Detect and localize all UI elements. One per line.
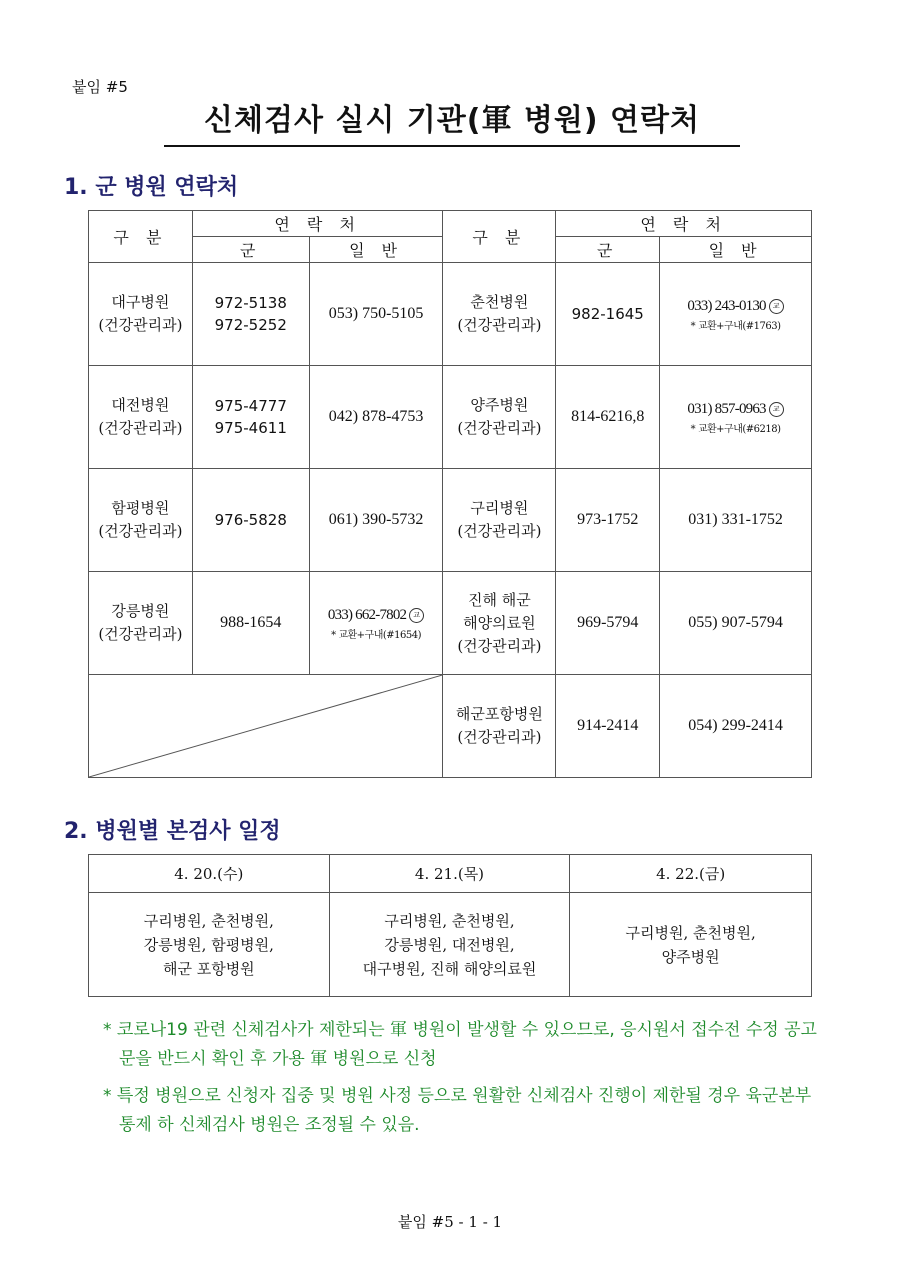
schedule-date: 4. 20.(수) <box>89 855 330 893</box>
header-division: 구 분 <box>443 211 556 263</box>
military-number-cell: 982-1645 <box>556 263 660 366</box>
schedule-hospitals: 구리병원, 춘천병원, 강릉병원, 함평병원, 해군 포항병원 <box>89 893 330 997</box>
general-number-cell: 031) 857-0963 교 * 교환+구내(#6218) <box>660 366 812 469</box>
general-number-cell: 061) 390-5732 <box>309 469 443 572</box>
schedule-date: 4. 22.(금) <box>570 855 812 893</box>
note-item: * 특정 병원으로 신청자 집중 및 병원 사정 등으로 원활한 신체검사 진행이 제한될 경우 육군본부 통제 하 신체검사 병원은 조정될 수 있음. <box>103 1086 812 1135</box>
attachment-label: 붙임 #5 <box>72 78 128 96</box>
schedule-hospitals: 구리병원, 춘천병원, 양주병원 <box>570 893 812 997</box>
header-general: 일 반 <box>660 237 812 263</box>
hospital-name-cell: 대전병원 (건강관리과) <box>89 366 193 469</box>
schedule-hospitals: 구리병원, 춘천병원, 강릉병원, 대전병원, 대구병원, 진해 해양의료원 <box>329 893 570 997</box>
military-number-cell: 988-1654 <box>192 572 309 675</box>
general-number-cell: 053) 750-5105 <box>309 263 443 366</box>
hospital-name-cell: 진해 해군 해양의료원 (건강관리과) <box>443 572 556 675</box>
general-number-cell: 054) 299-2414 <box>660 675 812 778</box>
hospital-contacts-table <box>88 210 812 778</box>
hospital-name-cell: 양주병원 (건강관리과) <box>443 366 556 469</box>
table-row <box>89 675 812 778</box>
exchange-icon: 교 <box>769 299 784 314</box>
hospital-name-cell: 대구병원 (건강관리과) <box>89 263 193 366</box>
table-row <box>89 366 812 469</box>
section1-title: 1. 군 병원 연락처 <box>64 175 239 200</box>
military-number-cell: 972-5138 972-5252 <box>192 263 309 366</box>
notes <box>103 1016 823 1148</box>
page-footer: 붙임 #5 - 1 - 1 <box>397 1213 503 1231</box>
schedule-date: 4. 21.(목) <box>329 855 570 893</box>
header-general: 일 반 <box>309 237 443 263</box>
military-number-cell: 973-1752 <box>556 469 660 572</box>
military-number-cell: 969-5794 <box>556 572 660 675</box>
header-military: 군 <box>556 237 660 263</box>
general-number-cell: 031) 331-1752 <box>660 469 812 572</box>
hospital-name-cell: 해군포항병원 (건강관리과) <box>443 675 556 778</box>
section2-title: 2. 병원별 본검사 일정 <box>64 819 281 844</box>
military-number-cell: 814-6216,8 <box>556 366 660 469</box>
header-military: 군 <box>192 237 309 263</box>
diagonal-line <box>89 675 442 777</box>
table-row <box>89 572 812 675</box>
general-number-cell: 042) 878-4753 <box>309 366 443 469</box>
hospital-name-cell: 강릉병원 (건강관리과) <box>89 572 193 675</box>
hospital-name-cell: 함평병원 (건강관리과) <box>89 469 193 572</box>
exchange-icon: 교 <box>409 608 424 623</box>
military-number-cell: 975-4777 975-4611 <box>192 366 309 469</box>
hospital-name-cell: 구리병원 (건강관리과) <box>443 469 556 572</box>
schedule-table <box>88 854 812 997</box>
military-number-cell: 976-5828 <box>192 469 309 572</box>
military-number-cell: 914-2414 <box>556 675 660 778</box>
table-row <box>89 263 812 366</box>
page-title: 신체검사 실시 기관(軍 병원) 연락처 <box>164 101 740 147</box>
header-division: 구 분 <box>89 211 193 263</box>
exchange-icon: 교 <box>769 402 784 417</box>
header-contact: 연 락 처 <box>556 211 812 237</box>
table-row <box>89 469 812 572</box>
empty-diagonal-cell <box>89 675 443 778</box>
general-number-cell: 055) 907-5794 <box>660 572 812 675</box>
header-contact: 연 락 처 <box>192 211 443 237</box>
hospital-name-cell: 춘천병원 (건강관리과) <box>443 263 556 366</box>
general-number-cell: 033) 243-0130 교 * 교환+구내(#1763) <box>660 263 812 366</box>
note-item: * 코로나19 관련 신체검사가 제한되는 軍 병원이 발생할 수 있으므로, 응시원서 접수전 수정 공고문을 반드시 확인 후 가용 軍 병원으로 신청 <box>103 1020 817 1069</box>
general-number-cell: 033) 662-7802 교 * 교환+구내(#1654) <box>309 572 443 675</box>
